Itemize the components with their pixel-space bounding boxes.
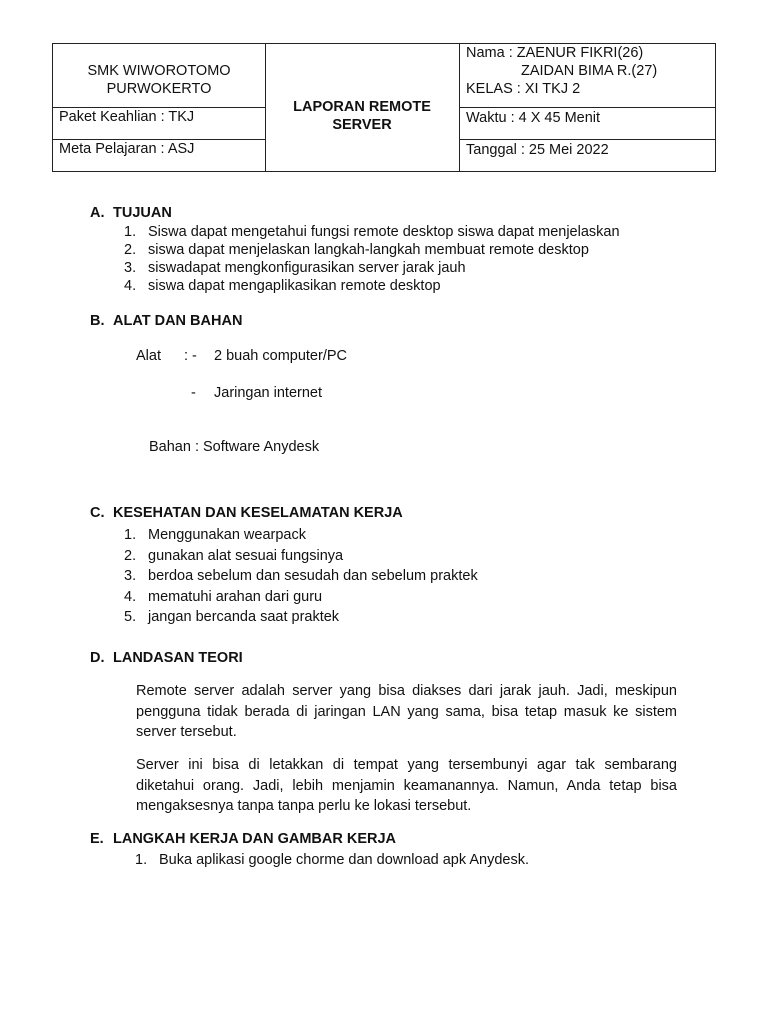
section-letter: D. (90, 650, 105, 666)
list-item (124, 546, 478, 567)
list-item (124, 259, 620, 277)
list-text: siswa dapat mengaplikasikan remote desktop (148, 278, 441, 294)
nama-line: Nama : ZAENUR FIKRI(26) (466, 45, 644, 61)
list-text: gunakan alat sesuai fungsinya (148, 547, 344, 564)
nama-line-2: ZAIDAN BIMA R.(27) (521, 63, 658, 79)
kelas: KELAS : XI TKJ 2 (466, 81, 581, 97)
section-letter: C. (90, 505, 105, 521)
school-city-line: PURWOKERTO (106, 81, 212, 97)
alat-item: Jaringan internet (214, 385, 323, 401)
list-text: jangan bercanda saat praktek (148, 609, 340, 625)
list-item (124, 566, 478, 587)
alat-dash: - (191, 385, 196, 401)
list-number: 3. (124, 568, 137, 584)
list-number: 1. (124, 224, 137, 240)
paket-keahlian: Paket Keahlian : TKJ (59, 109, 195, 125)
theory-paragraph: Remote server adalah server yang bisa diakses dari jarak jauh. Jadi, meskipun pengguna tidak berada di jaringan LAN yang sama, bisa tetap masuk ke sistem server tersebut. (136, 683, 677, 740)
list-text: Siswa dapat mengetahui fungsi remote desktop siswa dapat menjelaskan (148, 224, 620, 240)
section-title: LANGKAH KERJA DAN GAMBAR KERJA (113, 831, 397, 847)
section-a-heading (90, 205, 172, 221)
list-text: siswadapat mengkonfigurasikan server jarak jauh (148, 260, 466, 276)
report-title (265, 98, 459, 134)
list-number: 5. (124, 609, 137, 625)
list-number: 1. (135, 852, 148, 868)
list-number: 1. (124, 527, 137, 543)
alat-label: Alat (136, 348, 161, 364)
school-name-line: SMK WIWOROTOMO (87, 63, 231, 79)
school-name (53, 62, 265, 98)
bahan-line: Bahan : Software Anydesk (149, 439, 320, 455)
list-text: Buka aplikasi google chorme dan download apk Anydesk. (159, 852, 529, 868)
section-title: LANDASAN TEORI (113, 650, 243, 666)
section-d-heading (90, 650, 243, 666)
section-letter: A. (90, 205, 105, 221)
list-number: 4. (124, 588, 137, 605)
list-item (124, 525, 478, 546)
list-text: Menggunakan wearpack (148, 527, 306, 543)
list-item (124, 223, 620, 241)
list-text: mematuhi arahan dari guru (148, 588, 323, 605)
list-text: berdoa sebelum dan sesudah dan sebelum praktek (148, 568, 478, 584)
section-e-heading (90, 831, 396, 847)
report-title-line: LAPORAN REMOTE (293, 99, 431, 115)
list-number: 3. (124, 260, 137, 276)
section-b-heading (90, 313, 242, 329)
alat-separator: : - (184, 348, 197, 364)
section-letter: E. (90, 831, 104, 847)
tanggal: Tanggal : 25 Mei 2022 (466, 142, 609, 158)
list-text: siswa dapat menjelaskan langkah-langkah membuat remote desktop (148, 242, 589, 258)
list-item (124, 607, 478, 628)
table-divider (459, 107, 715, 108)
section-c-heading (90, 505, 403, 521)
section-a-list (124, 223, 620, 295)
section-e-list (135, 851, 529, 869)
list-item (124, 241, 620, 259)
waktu: Waktu : 4 X 45 Menit (466, 110, 601, 126)
mata-pelajaran: Meta Pelajaran : ASJ (59, 141, 195, 157)
list-item (124, 587, 478, 608)
list-number: 2. (124, 242, 137, 258)
section-title: ALAT DAN BAHAN (113, 313, 243, 329)
table-divider (459, 139, 715, 140)
list-item (124, 277, 620, 295)
list-number: 4. (124, 278, 137, 294)
section-title: KESEHATAN DAN KESELAMATAN KERJA (113, 505, 403, 521)
list-item (135, 851, 529, 869)
theory-paragraph: Server ini bisa di letakkan di tempat yang tersembunyi agar tak sembarang diketahui orang. Jadi, lebih menjamin keamanannya. Namun, Anda tetap bisa mengaksesnya tanpa tanpa perlu ke lokasi tersebut. (136, 757, 677, 814)
header-table (52, 43, 716, 172)
section-letter: B. (90, 313, 105, 329)
list-number: 2. (124, 547, 137, 564)
section-title: TUJUAN (113, 205, 172, 221)
alat-item: 2 buah computer/PC (214, 348, 347, 364)
report-title-line: SERVER (332, 117, 392, 133)
section-c-list (124, 525, 478, 628)
